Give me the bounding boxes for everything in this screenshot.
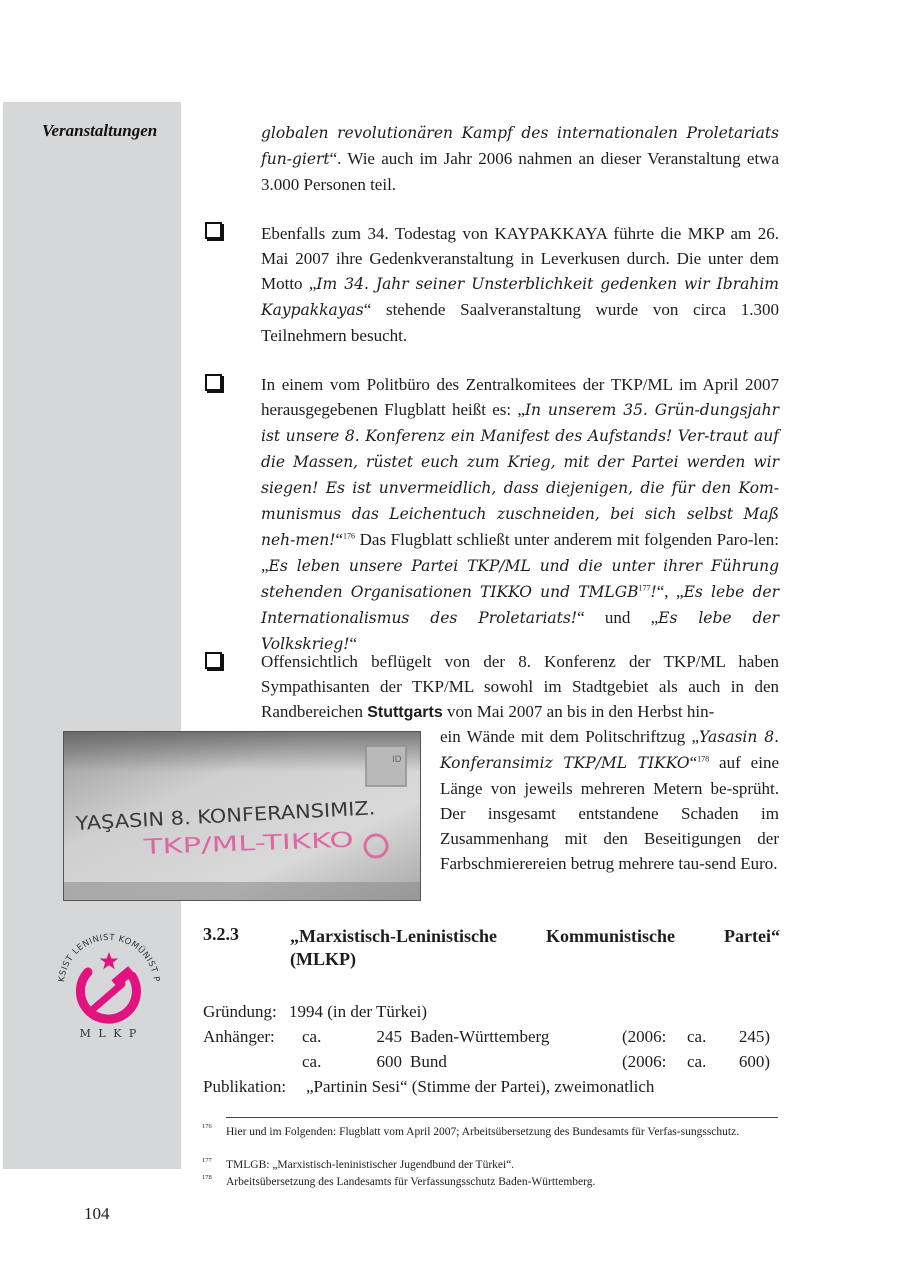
paragraph-text: von Mai 2007 an bis in den Herbst hin-: [442, 702, 715, 721]
page-number: 104: [84, 1204, 110, 1223]
members-approx: ca.: [302, 1027, 322, 1046]
paragraph-kaypakkaya-event: [261, 221, 779, 348]
footnote-text: TMLGB: „Marxistisch-leninistischer Jugendbund der Türkei“.: [226, 1159, 515, 1171]
founding-value: 1994 (in der Türkei): [289, 1002, 428, 1021]
paragraph-text: “, „: [656, 582, 684, 601]
paragraph-continued: [261, 120, 779, 197]
paragraph-text: “: [335, 530, 344, 549]
bullet-checkbox-icon: [205, 222, 222, 239]
hammer-sickle-star-icon: [48, 924, 170, 1046]
graffiti-black-text: YAŞASIN 8. KONFERANSIMIZ.: [75, 798, 349, 835]
quote-italic: In unserem 35. Grün-dungsjahr ist unsere 8. Konferenz ein Manifest des Aufstands! Ver-traut auf die Massen, rüstet euch zum Krieg, mit der Partei werden wir siegen! Es ist unvermeidlich, dass diejenigen, die für den Kom-munismus das Leichentuch zuschneiden, bei sich selbst Maß neh-men!: [261, 401, 779, 549]
logo-star: [100, 952, 119, 969]
paragraph-text: “: [349, 634, 358, 653]
quote-italic: globalen revolutionären Kampf des internationalen Proletariats fun-giert: [261, 124, 779, 168]
footnote-ref: 177: [638, 583, 651, 593]
publication-value: „Partinin Sesi“ (Stimme der Partei), zweimonatlich: [306, 1077, 655, 1096]
paragraph-text: “ und „: [577, 608, 659, 627]
city-name: Stuttgarts: [367, 704, 443, 721]
graffiti-pink-text: TKP/ML-TIKKO: [143, 830, 288, 859]
paragraph-text: Ebenfalls zum 34. Todestag von KAYPAKKAYA führte die MKP am 26. Mai 2007 ihre Gedenkveranstaltung in Leverkusen durch. Die unter dem Motto „: [261, 224, 779, 293]
section-title-line2: (MLKP): [290, 949, 356, 969]
bullet-checkbox-icon: [205, 652, 222, 669]
graffiti-photo: [63, 731, 421, 901]
paragraph-text: “. Wie auch im Jahr 2006 nahmen an dieser Veranstaltung etwa 3.000 Personen teil.: [261, 149, 779, 194]
footnote-number: 178: [202, 1174, 212, 1181]
members-prev-count: 245): [738, 1027, 770, 1046]
members-approx: ca.: [302, 1052, 322, 1071]
section-title: „Marxistisch-Leninistische Kommunistische Partei“: [290, 926, 780, 946]
members-prev-label: (2006:: [622, 1052, 667, 1071]
members-prev-count: 600): [738, 1052, 770, 1071]
footnote-text: Arbeitsübersetzung des Landesamts für Verfassungsschutz Baden-Württemberg.: [226, 1176, 596, 1188]
quote-italic: Es leben unsere Partei TKP/ML und die unter ihrer Führung stehenden Organisationen TIKKO und TMLGB: [261, 557, 779, 601]
footnote-number: 176: [202, 1123, 212, 1130]
members-region: Baden-Württemberg: [410, 1027, 550, 1046]
footnote-ref: 178: [697, 754, 710, 764]
paragraph-text: Offensichtlich beflügelt von der 8. Konferenz der TKP/ML haben Sympathisanten der TKP/ML sowohl im Stadtgebiet als auch in den Randbereichen: [261, 652, 779, 721]
wall-base: [64, 882, 420, 900]
members-prev-label: (2006:: [622, 1027, 667, 1046]
wall-plate: [366, 746, 406, 786]
members-label: Anhänger:: [203, 1027, 275, 1046]
footnote-divider: [226, 1117, 778, 1118]
mlkp-logo: [48, 924, 170, 1046]
paragraph-flyer: [261, 372, 779, 657]
paragraph-text: auf eine Länge von jeweils mehreren Metern be-sprüht. Der insgesamt entstandene Schaden im Zusammenhang mit den Beseitigungen der Farbschmierereien betrug mehrere tau-send Euro.: [440, 753, 779, 873]
sidebar-heading: Veranstaltungen: [42, 121, 158, 140]
paragraph-graffiti-continued: [440, 724, 779, 876]
members-count: 600: [376, 1052, 402, 1071]
paragraph-text: Das Flugblatt schließt unter anderem mit folgenden Paro-len: „: [261, 530, 779, 575]
quote-italic: Im 34. Jahr seiner Unsterblichkeit gedenken wir Ibrahim Kaypakkayas: [261, 275, 779, 319]
paragraph-graffiti: [261, 649, 779, 725]
publication-label: Publikation:: [203, 1077, 287, 1096]
logo-hammer-handle: [92, 984, 122, 1010]
quote-italic: !: [650, 583, 657, 601]
members-count: 245: [376, 1027, 402, 1046]
bullet-checkbox-icon: [205, 374, 222, 391]
graffiti-photo-illustration: [64, 732, 420, 900]
paragraph-text: “: [689, 753, 698, 772]
footnote-ref: 176: [343, 531, 356, 541]
quote-italic: Es lebe der Volkskrieg!: [261, 609, 779, 653]
members-region: Bund: [410, 1052, 447, 1071]
logo-ring-text: KSIST LENINIST KOMÜNIST P: [57, 932, 161, 983]
paragraph-text: In einem vom Politbüro des Zentralkomitees der TKP/ML im April 2007 herausgegebenen Flugblatt heißt es: „: [261, 375, 779, 419]
quote-italic: Yasasin 8. Konferansimiz TKP/ML TIKKO: [440, 728, 780, 772]
members-prev-approx: ca.: [687, 1027, 707, 1046]
footnote-text: Hier und im Folgenden: Flugblatt vom April 2007; Arbeitsübersetzung des Bundesamts für Verfas-sungsschutz.: [226, 1126, 740, 1138]
section-number: 3.2.3: [203, 924, 239, 944]
logo-acronym: M L K P: [79, 1027, 139, 1040]
footnote-number: 177: [202, 1157, 212, 1164]
members-prev-approx: ca.: [687, 1052, 707, 1071]
paragraph-text: “ stehende Saalveranstaltung wurde von circa 1.300 Teilnehmern besucht.: [261, 300, 779, 345]
quote-italic: Es lebe der Internationalismus des Proletariats!: [261, 583, 779, 627]
wall-plate-text: ID: [392, 755, 402, 765]
founding-label: Gründung:: [203, 1002, 277, 1021]
paragraph-text: ein Wände mit dem Politschriftzug „: [440, 727, 700, 746]
